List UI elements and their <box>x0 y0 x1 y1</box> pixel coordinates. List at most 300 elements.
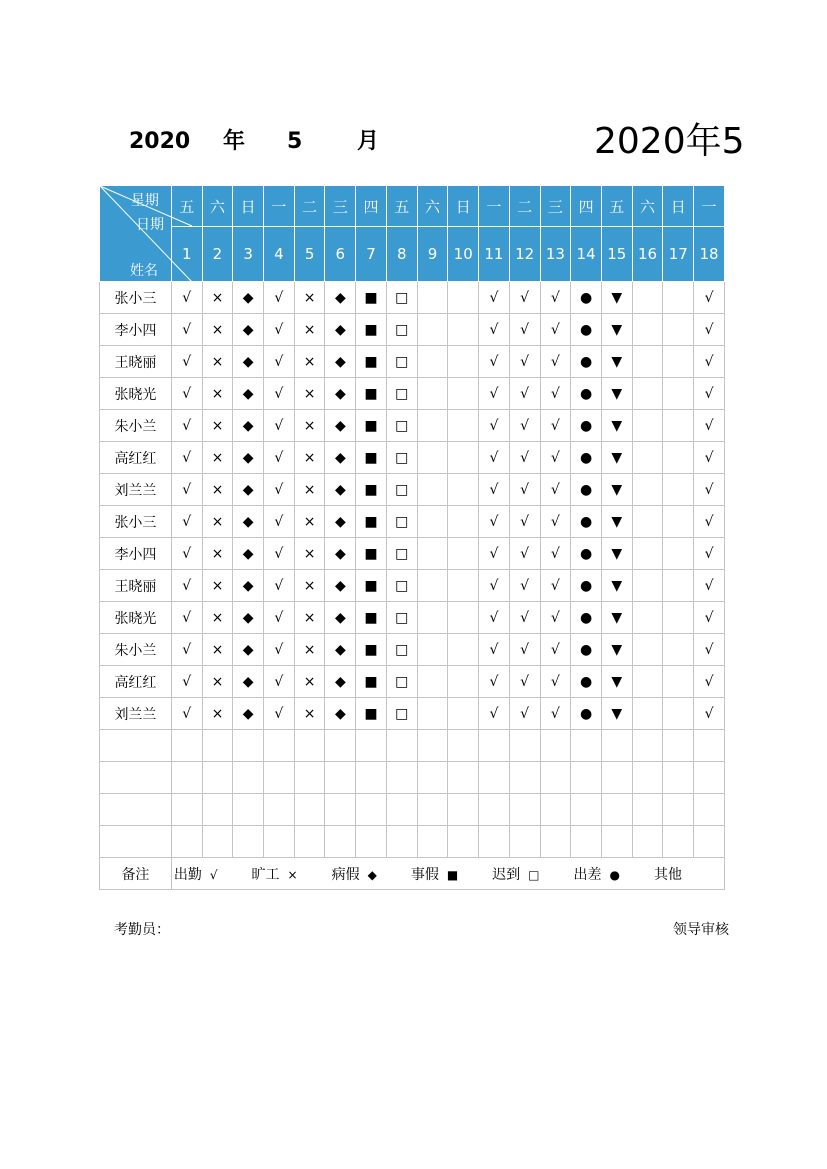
attendance-mark-cell[interactable]: √ <box>479 346 510 378</box>
attendance-mark-cell[interactable]: ■ <box>356 474 387 506</box>
attendance-mark-cell[interactable]: ▼ <box>601 474 632 506</box>
empty-cell[interactable] <box>202 730 233 762</box>
attendance-mark-cell[interactable]: √ <box>694 634 725 666</box>
attendance-mark-cell[interactable] <box>448 698 479 730</box>
attendance-mark-cell[interactable]: ◆ <box>325 474 356 506</box>
attendance-mark-cell[interactable]: √ <box>509 282 540 314</box>
empty-cell[interactable] <box>509 794 540 826</box>
attendance-mark-cell[interactable]: × <box>202 666 233 698</box>
attendance-mark-cell[interactable] <box>632 410 663 442</box>
attendance-mark-cell[interactable]: √ <box>171 538 202 570</box>
attendance-mark-cell[interactable] <box>417 634 448 666</box>
empty-cell[interactable] <box>540 794 571 826</box>
empty-cell[interactable] <box>417 826 448 858</box>
attendance-mark-cell[interactable] <box>448 442 479 474</box>
attendance-mark-cell[interactable]: √ <box>264 282 295 314</box>
attendance-mark-cell[interactable]: ▼ <box>601 506 632 538</box>
attendance-mark-cell[interactable]: √ <box>479 538 510 570</box>
attendance-mark-cell[interactable]: × <box>294 314 325 346</box>
attendance-mark-cell[interactable] <box>663 506 694 538</box>
attendance-mark-cell[interactable]: ● <box>571 538 602 570</box>
empty-cell[interactable] <box>325 762 356 794</box>
attendance-mark-cell[interactable]: ■ <box>356 378 387 410</box>
empty-cell[interactable] <box>601 794 632 826</box>
attendance-mark-cell[interactable]: ● <box>571 410 602 442</box>
attendance-mark-cell[interactable]: √ <box>264 346 295 378</box>
attendance-mark-cell[interactable]: √ <box>509 602 540 634</box>
attendance-mark-cell[interactable]: × <box>202 570 233 602</box>
employee-name-cell[interactable]: 高红红 <box>100 666 172 698</box>
attendance-mark-cell[interactable]: √ <box>540 506 571 538</box>
attendance-mark-cell[interactable]: ▼ <box>601 346 632 378</box>
attendance-mark-cell[interactable]: ◆ <box>233 410 264 442</box>
attendance-mark-cell[interactable]: √ <box>694 666 725 698</box>
empty-cell[interactable] <box>448 826 479 858</box>
attendance-mark-cell[interactable] <box>663 346 694 378</box>
attendance-mark-cell[interactable]: □ <box>386 410 417 442</box>
attendance-mark-cell[interactable]: ▼ <box>601 698 632 730</box>
attendance-mark-cell[interactable]: ◆ <box>233 666 264 698</box>
attendance-mark-cell[interactable]: √ <box>694 378 725 410</box>
attendance-mark-cell[interactable] <box>663 282 694 314</box>
attendance-mark-cell[interactable]: ◆ <box>325 314 356 346</box>
attendance-mark-cell[interactable]: √ <box>264 410 295 442</box>
empty-cell[interactable] <box>356 794 387 826</box>
empty-cell[interactable] <box>571 762 602 794</box>
attendance-mark-cell[interactable]: ◆ <box>325 634 356 666</box>
empty-cell[interactable] <box>448 794 479 826</box>
attendance-mark-cell[interactable]: √ <box>171 346 202 378</box>
attendance-mark-cell[interactable]: ◆ <box>233 570 264 602</box>
empty-cell[interactable] <box>601 730 632 762</box>
attendance-mark-cell[interactable]: √ <box>264 538 295 570</box>
attendance-mark-cell[interactable] <box>632 314 663 346</box>
employee-name-cell[interactable]: 李小四 <box>100 314 172 346</box>
attendance-mark-cell[interactable] <box>448 570 479 602</box>
attendance-mark-cell[interactable] <box>663 474 694 506</box>
attendance-mark-cell[interactable]: □ <box>386 506 417 538</box>
empty-cell[interactable] <box>479 826 510 858</box>
attendance-mark-cell[interactable]: √ <box>264 570 295 602</box>
attendance-mark-cell[interactable]: × <box>202 346 233 378</box>
empty-cell[interactable] <box>571 730 602 762</box>
empty-cell[interactable] <box>386 762 417 794</box>
attendance-mark-cell[interactable] <box>663 666 694 698</box>
attendance-mark-cell[interactable]: □ <box>386 570 417 602</box>
attendance-mark-cell[interactable]: ■ <box>356 506 387 538</box>
attendance-mark-cell[interactable]: √ <box>509 346 540 378</box>
attendance-mark-cell[interactable]: √ <box>171 698 202 730</box>
employee-name-cell[interactable]: 李小四 <box>100 538 172 570</box>
attendance-mark-cell[interactable] <box>663 538 694 570</box>
attendance-mark-cell[interactable]: √ <box>694 282 725 314</box>
empty-cell[interactable] <box>294 826 325 858</box>
attendance-mark-cell[interactable]: ● <box>571 378 602 410</box>
attendance-mark-cell[interactable]: ■ <box>356 282 387 314</box>
attendance-mark-cell[interactable]: ■ <box>356 442 387 474</box>
attendance-mark-cell[interactable]: ◆ <box>325 666 356 698</box>
empty-cell[interactable] <box>233 826 264 858</box>
attendance-mark-cell[interactable]: √ <box>479 698 510 730</box>
attendance-mark-cell[interactable]: ◆ <box>233 378 264 410</box>
attendance-mark-cell[interactable]: ◆ <box>233 346 264 378</box>
empty-cell[interactable] <box>509 730 540 762</box>
employee-name-cell[interactable]: 张小三 <box>100 282 172 314</box>
attendance-mark-cell[interactable] <box>632 282 663 314</box>
attendance-mark-cell[interactable]: × <box>294 506 325 538</box>
attendance-mark-cell[interactable] <box>632 602 663 634</box>
attendance-mark-cell[interactable]: √ <box>264 698 295 730</box>
attendance-mark-cell[interactable] <box>632 538 663 570</box>
attendance-mark-cell[interactable]: ◆ <box>325 346 356 378</box>
empty-cell[interactable] <box>571 794 602 826</box>
attendance-mark-cell[interactable]: □ <box>386 698 417 730</box>
empty-cell[interactable] <box>601 762 632 794</box>
attendance-mark-cell[interactable]: √ <box>509 410 540 442</box>
empty-cell[interactable] <box>100 730 172 762</box>
attendance-mark-cell[interactable]: ◆ <box>325 410 356 442</box>
empty-cell[interactable] <box>694 826 725 858</box>
empty-cell[interactable] <box>100 826 172 858</box>
empty-cell[interactable] <box>264 762 295 794</box>
attendance-mark-cell[interactable]: √ <box>509 666 540 698</box>
attendance-mark-cell[interactable]: × <box>202 282 233 314</box>
attendance-mark-cell[interactable]: √ <box>509 538 540 570</box>
empty-cell[interactable] <box>171 826 202 858</box>
attendance-mark-cell[interactable]: × <box>202 474 233 506</box>
attendance-mark-cell[interactable]: × <box>294 698 325 730</box>
empty-cell[interactable] <box>571 826 602 858</box>
attendance-mark-cell[interactable]: √ <box>509 474 540 506</box>
attendance-mark-cell[interactable]: √ <box>509 634 540 666</box>
attendance-mark-cell[interactable] <box>417 346 448 378</box>
attendance-mark-cell[interactable]: √ <box>479 634 510 666</box>
attendance-mark-cell[interactable]: □ <box>386 346 417 378</box>
attendance-mark-cell[interactable] <box>417 410 448 442</box>
attendance-mark-cell[interactable]: √ <box>171 602 202 634</box>
empty-cell[interactable] <box>694 762 725 794</box>
attendance-mark-cell[interactable]: ◆ <box>233 442 264 474</box>
attendance-mark-cell[interactable] <box>448 410 479 442</box>
attendance-mark-cell[interactable]: ■ <box>356 698 387 730</box>
attendance-mark-cell[interactable] <box>417 570 448 602</box>
employee-name-cell[interactable]: 刘兰兰 <box>100 698 172 730</box>
attendance-mark-cell[interactable]: √ <box>264 442 295 474</box>
attendance-mark-cell[interactable]: ◆ <box>233 314 264 346</box>
attendance-mark-cell[interactable] <box>448 314 479 346</box>
attendance-mark-cell[interactable]: √ <box>264 634 295 666</box>
attendance-mark-cell[interactable]: × <box>294 474 325 506</box>
attendance-mark-cell[interactable]: ◆ <box>325 506 356 538</box>
empty-cell[interactable] <box>171 730 202 762</box>
empty-cell[interactable] <box>509 762 540 794</box>
empty-cell[interactable] <box>663 794 694 826</box>
attendance-mark-cell[interactable]: √ <box>540 378 571 410</box>
attendance-mark-cell[interactable]: □ <box>386 602 417 634</box>
attendance-mark-cell[interactable]: ● <box>571 442 602 474</box>
attendance-mark-cell[interactable]: ● <box>571 282 602 314</box>
attendance-mark-cell[interactable]: × <box>202 442 233 474</box>
attendance-mark-cell[interactable]: ▼ <box>601 602 632 634</box>
attendance-mark-cell[interactable]: ◆ <box>325 538 356 570</box>
attendance-mark-cell[interactable]: √ <box>264 314 295 346</box>
attendance-mark-cell[interactable]: ● <box>571 666 602 698</box>
attendance-mark-cell[interactable]: √ <box>171 570 202 602</box>
attendance-mark-cell[interactable]: √ <box>540 282 571 314</box>
attendance-mark-cell[interactable] <box>663 314 694 346</box>
attendance-mark-cell[interactable] <box>448 634 479 666</box>
attendance-mark-cell[interactable]: × <box>202 314 233 346</box>
attendance-mark-cell[interactable]: × <box>202 602 233 634</box>
attendance-mark-cell[interactable]: √ <box>540 698 571 730</box>
attendance-mark-cell[interactable]: ■ <box>356 538 387 570</box>
attendance-mark-cell[interactable]: √ <box>540 314 571 346</box>
employee-name-cell[interactable]: 王晓丽 <box>100 346 172 378</box>
attendance-mark-cell[interactable]: √ <box>540 602 571 634</box>
empty-cell[interactable] <box>294 794 325 826</box>
empty-cell[interactable] <box>264 794 295 826</box>
empty-cell[interactable] <box>233 730 264 762</box>
employee-name-cell[interactable]: 高红红 <box>100 442 172 474</box>
attendance-mark-cell[interactable] <box>448 378 479 410</box>
empty-cell[interactable] <box>540 730 571 762</box>
attendance-mark-cell[interactable] <box>417 474 448 506</box>
attendance-mark-cell[interactable]: √ <box>479 410 510 442</box>
attendance-mark-cell[interactable]: × <box>294 282 325 314</box>
attendance-mark-cell[interactable]: ● <box>571 346 602 378</box>
attendance-mark-cell[interactable] <box>448 282 479 314</box>
attendance-mark-cell[interactable]: □ <box>386 666 417 698</box>
empty-cell[interactable] <box>417 762 448 794</box>
attendance-mark-cell[interactable]: ■ <box>356 602 387 634</box>
attendance-mark-cell[interactable] <box>632 634 663 666</box>
attendance-mark-cell[interactable]: √ <box>479 314 510 346</box>
attendance-mark-cell[interactable]: × <box>294 538 325 570</box>
attendance-mark-cell[interactable]: √ <box>479 442 510 474</box>
attendance-mark-cell[interactable] <box>663 378 694 410</box>
attendance-mark-cell[interactable] <box>632 698 663 730</box>
empty-cell[interactable] <box>663 826 694 858</box>
empty-cell[interactable] <box>100 762 172 794</box>
attendance-mark-cell[interactable]: ● <box>571 314 602 346</box>
attendance-mark-cell[interactable]: √ <box>264 506 295 538</box>
empty-cell[interactable] <box>325 730 356 762</box>
attendance-mark-cell[interactable]: ◆ <box>233 282 264 314</box>
attendance-mark-cell[interactable]: ◆ <box>233 634 264 666</box>
empty-cell[interactable] <box>632 826 663 858</box>
attendance-mark-cell[interactable]: √ <box>694 698 725 730</box>
attendance-mark-cell[interactable]: ■ <box>356 346 387 378</box>
attendance-mark-cell[interactable] <box>417 602 448 634</box>
empty-cell[interactable] <box>479 730 510 762</box>
attendance-mark-cell[interactable]: √ <box>540 442 571 474</box>
employee-name-cell[interactable]: 张晓光 <box>100 602 172 634</box>
empty-cell[interactable] <box>325 794 356 826</box>
attendance-mark-cell[interactable]: × <box>294 346 325 378</box>
attendance-mark-cell[interactable]: ▼ <box>601 410 632 442</box>
attendance-mark-cell[interactable]: √ <box>479 602 510 634</box>
attendance-mark-cell[interactable]: √ <box>509 570 540 602</box>
attendance-mark-cell[interactable]: □ <box>386 442 417 474</box>
empty-cell[interactable] <box>694 730 725 762</box>
empty-cell[interactable] <box>202 826 233 858</box>
attendance-mark-cell[interactable]: × <box>294 570 325 602</box>
attendance-mark-cell[interactable]: √ <box>171 410 202 442</box>
attendance-mark-cell[interactable]: √ <box>171 282 202 314</box>
attendance-mark-cell[interactable]: √ <box>509 378 540 410</box>
attendance-mark-cell[interactable]: √ <box>171 378 202 410</box>
attendance-mark-cell[interactable]: ● <box>571 634 602 666</box>
attendance-mark-cell[interactable]: √ <box>171 634 202 666</box>
attendance-mark-cell[interactable]: ■ <box>356 570 387 602</box>
attendance-mark-cell[interactable]: × <box>202 538 233 570</box>
attendance-mark-cell[interactable] <box>663 634 694 666</box>
attendance-mark-cell[interactable]: √ <box>264 666 295 698</box>
attendance-mark-cell[interactable]: × <box>294 634 325 666</box>
employee-name-cell[interactable]: 刘兰兰 <box>100 474 172 506</box>
empty-cell[interactable] <box>601 826 632 858</box>
empty-cell[interactable] <box>356 762 387 794</box>
attendance-mark-cell[interactable]: √ <box>694 570 725 602</box>
empty-cell[interactable] <box>233 794 264 826</box>
attendance-mark-cell[interactable]: √ <box>540 410 571 442</box>
attendance-mark-cell[interactable]: √ <box>264 378 295 410</box>
attendance-mark-cell[interactable] <box>663 570 694 602</box>
attendance-mark-cell[interactable] <box>417 282 448 314</box>
attendance-mark-cell[interactable] <box>632 378 663 410</box>
attendance-mark-cell[interactable] <box>632 666 663 698</box>
attendance-mark-cell[interactable]: √ <box>540 346 571 378</box>
attendance-mark-cell[interactable]: ◆ <box>233 698 264 730</box>
attendance-mark-cell[interactable] <box>632 474 663 506</box>
attendance-mark-cell[interactable] <box>663 602 694 634</box>
attendance-mark-cell[interactable]: √ <box>694 410 725 442</box>
attendance-mark-cell[interactable]: ◆ <box>325 282 356 314</box>
empty-cell[interactable] <box>448 730 479 762</box>
attendance-mark-cell[interactable] <box>417 314 448 346</box>
empty-cell[interactable] <box>632 762 663 794</box>
empty-cell[interactable] <box>356 826 387 858</box>
empty-cell[interactable] <box>663 762 694 794</box>
attendance-mark-cell[interactable]: √ <box>540 570 571 602</box>
attendance-mark-cell[interactable]: ◆ <box>325 602 356 634</box>
attendance-mark-cell[interactable]: × <box>294 378 325 410</box>
attendance-mark-cell[interactable] <box>448 602 479 634</box>
attendance-mark-cell[interactable]: √ <box>540 474 571 506</box>
attendance-mark-cell[interactable]: √ <box>694 538 725 570</box>
attendance-mark-cell[interactable] <box>448 666 479 698</box>
empty-cell[interactable] <box>294 762 325 794</box>
attendance-mark-cell[interactable]: ● <box>571 698 602 730</box>
attendance-mark-cell[interactable]: √ <box>479 282 510 314</box>
attendance-mark-cell[interactable] <box>448 538 479 570</box>
attendance-mark-cell[interactable]: × <box>202 634 233 666</box>
attendance-mark-cell[interactable]: ◆ <box>325 442 356 474</box>
attendance-mark-cell[interactable]: √ <box>509 698 540 730</box>
attendance-mark-cell[interactable] <box>663 410 694 442</box>
attendance-mark-cell[interactable] <box>632 346 663 378</box>
empty-cell[interactable] <box>694 794 725 826</box>
empty-cell[interactable] <box>171 794 202 826</box>
empty-cell[interactable] <box>294 730 325 762</box>
attendance-mark-cell[interactable] <box>448 346 479 378</box>
attendance-mark-cell[interactable] <box>632 506 663 538</box>
employee-name-cell[interactable]: 张小三 <box>100 506 172 538</box>
attendance-mark-cell[interactable]: ◆ <box>325 378 356 410</box>
empty-cell[interactable] <box>540 826 571 858</box>
employee-name-cell[interactable]: 朱小兰 <box>100 410 172 442</box>
attendance-mark-cell[interactable]: ◆ <box>233 506 264 538</box>
attendance-mark-cell[interactable] <box>632 442 663 474</box>
attendance-mark-cell[interactable]: ◆ <box>325 698 356 730</box>
attendance-mark-cell[interactable]: ■ <box>356 666 387 698</box>
attendance-mark-cell[interactable]: × <box>202 410 233 442</box>
empty-cell[interactable] <box>386 826 417 858</box>
attendance-mark-cell[interactable]: ▼ <box>601 570 632 602</box>
attendance-mark-cell[interactable]: ■ <box>356 410 387 442</box>
attendance-mark-cell[interactable]: √ <box>694 314 725 346</box>
attendance-mark-cell[interactable]: √ <box>509 506 540 538</box>
empty-cell[interactable] <box>509 826 540 858</box>
empty-cell[interactable] <box>663 730 694 762</box>
empty-cell[interactable] <box>386 730 417 762</box>
attendance-mark-cell[interactable]: √ <box>264 474 295 506</box>
attendance-mark-cell[interactable] <box>663 698 694 730</box>
attendance-mark-cell[interactable]: × <box>294 410 325 442</box>
attendance-mark-cell[interactable]: ▼ <box>601 282 632 314</box>
attendance-mark-cell[interactable] <box>417 698 448 730</box>
empty-cell[interactable] <box>479 794 510 826</box>
attendance-mark-cell[interactable]: √ <box>540 634 571 666</box>
attendance-mark-cell[interactable]: √ <box>479 666 510 698</box>
empty-cell[interactable] <box>233 762 264 794</box>
empty-cell[interactable] <box>632 794 663 826</box>
empty-cell[interactable] <box>417 794 448 826</box>
empty-cell[interactable] <box>540 762 571 794</box>
empty-cell[interactable] <box>202 794 233 826</box>
employee-name-cell[interactable]: 张晓光 <box>100 378 172 410</box>
attendance-mark-cell[interactable]: ● <box>571 474 602 506</box>
attendance-mark-cell[interactable] <box>632 570 663 602</box>
attendance-mark-cell[interactable]: ● <box>571 506 602 538</box>
attendance-mark-cell[interactable]: ■ <box>356 314 387 346</box>
attendance-mark-cell[interactable]: × <box>202 698 233 730</box>
attendance-mark-cell[interactable]: × <box>294 442 325 474</box>
attendance-mark-cell[interactable] <box>417 378 448 410</box>
attendance-mark-cell[interactable]: √ <box>694 442 725 474</box>
attendance-mark-cell[interactable] <box>448 474 479 506</box>
attendance-mark-cell[interactable]: □ <box>386 314 417 346</box>
attendance-mark-cell[interactable]: × <box>202 506 233 538</box>
attendance-mark-cell[interactable]: ▼ <box>601 314 632 346</box>
attendance-mark-cell[interactable] <box>417 442 448 474</box>
attendance-mark-cell[interactable]: × <box>294 666 325 698</box>
attendance-mark-cell[interactable]: ● <box>571 570 602 602</box>
attendance-mark-cell[interactable]: √ <box>509 314 540 346</box>
attendance-mark-cell[interactable]: ◆ <box>325 570 356 602</box>
attendance-mark-cell[interactable]: ▼ <box>601 634 632 666</box>
attendance-mark-cell[interactable]: × <box>294 602 325 634</box>
empty-cell[interactable] <box>171 762 202 794</box>
attendance-mark-cell[interactable] <box>448 506 479 538</box>
attendance-mark-cell[interactable] <box>417 538 448 570</box>
attendance-mark-cell[interactable]: □ <box>386 282 417 314</box>
empty-cell[interactable] <box>386 794 417 826</box>
attendance-mark-cell[interactable]: ▼ <box>601 666 632 698</box>
attendance-mark-cell[interactable] <box>417 506 448 538</box>
attendance-mark-cell[interactable]: ◆ <box>233 474 264 506</box>
attendance-mark-cell[interactable]: ◆ <box>233 538 264 570</box>
